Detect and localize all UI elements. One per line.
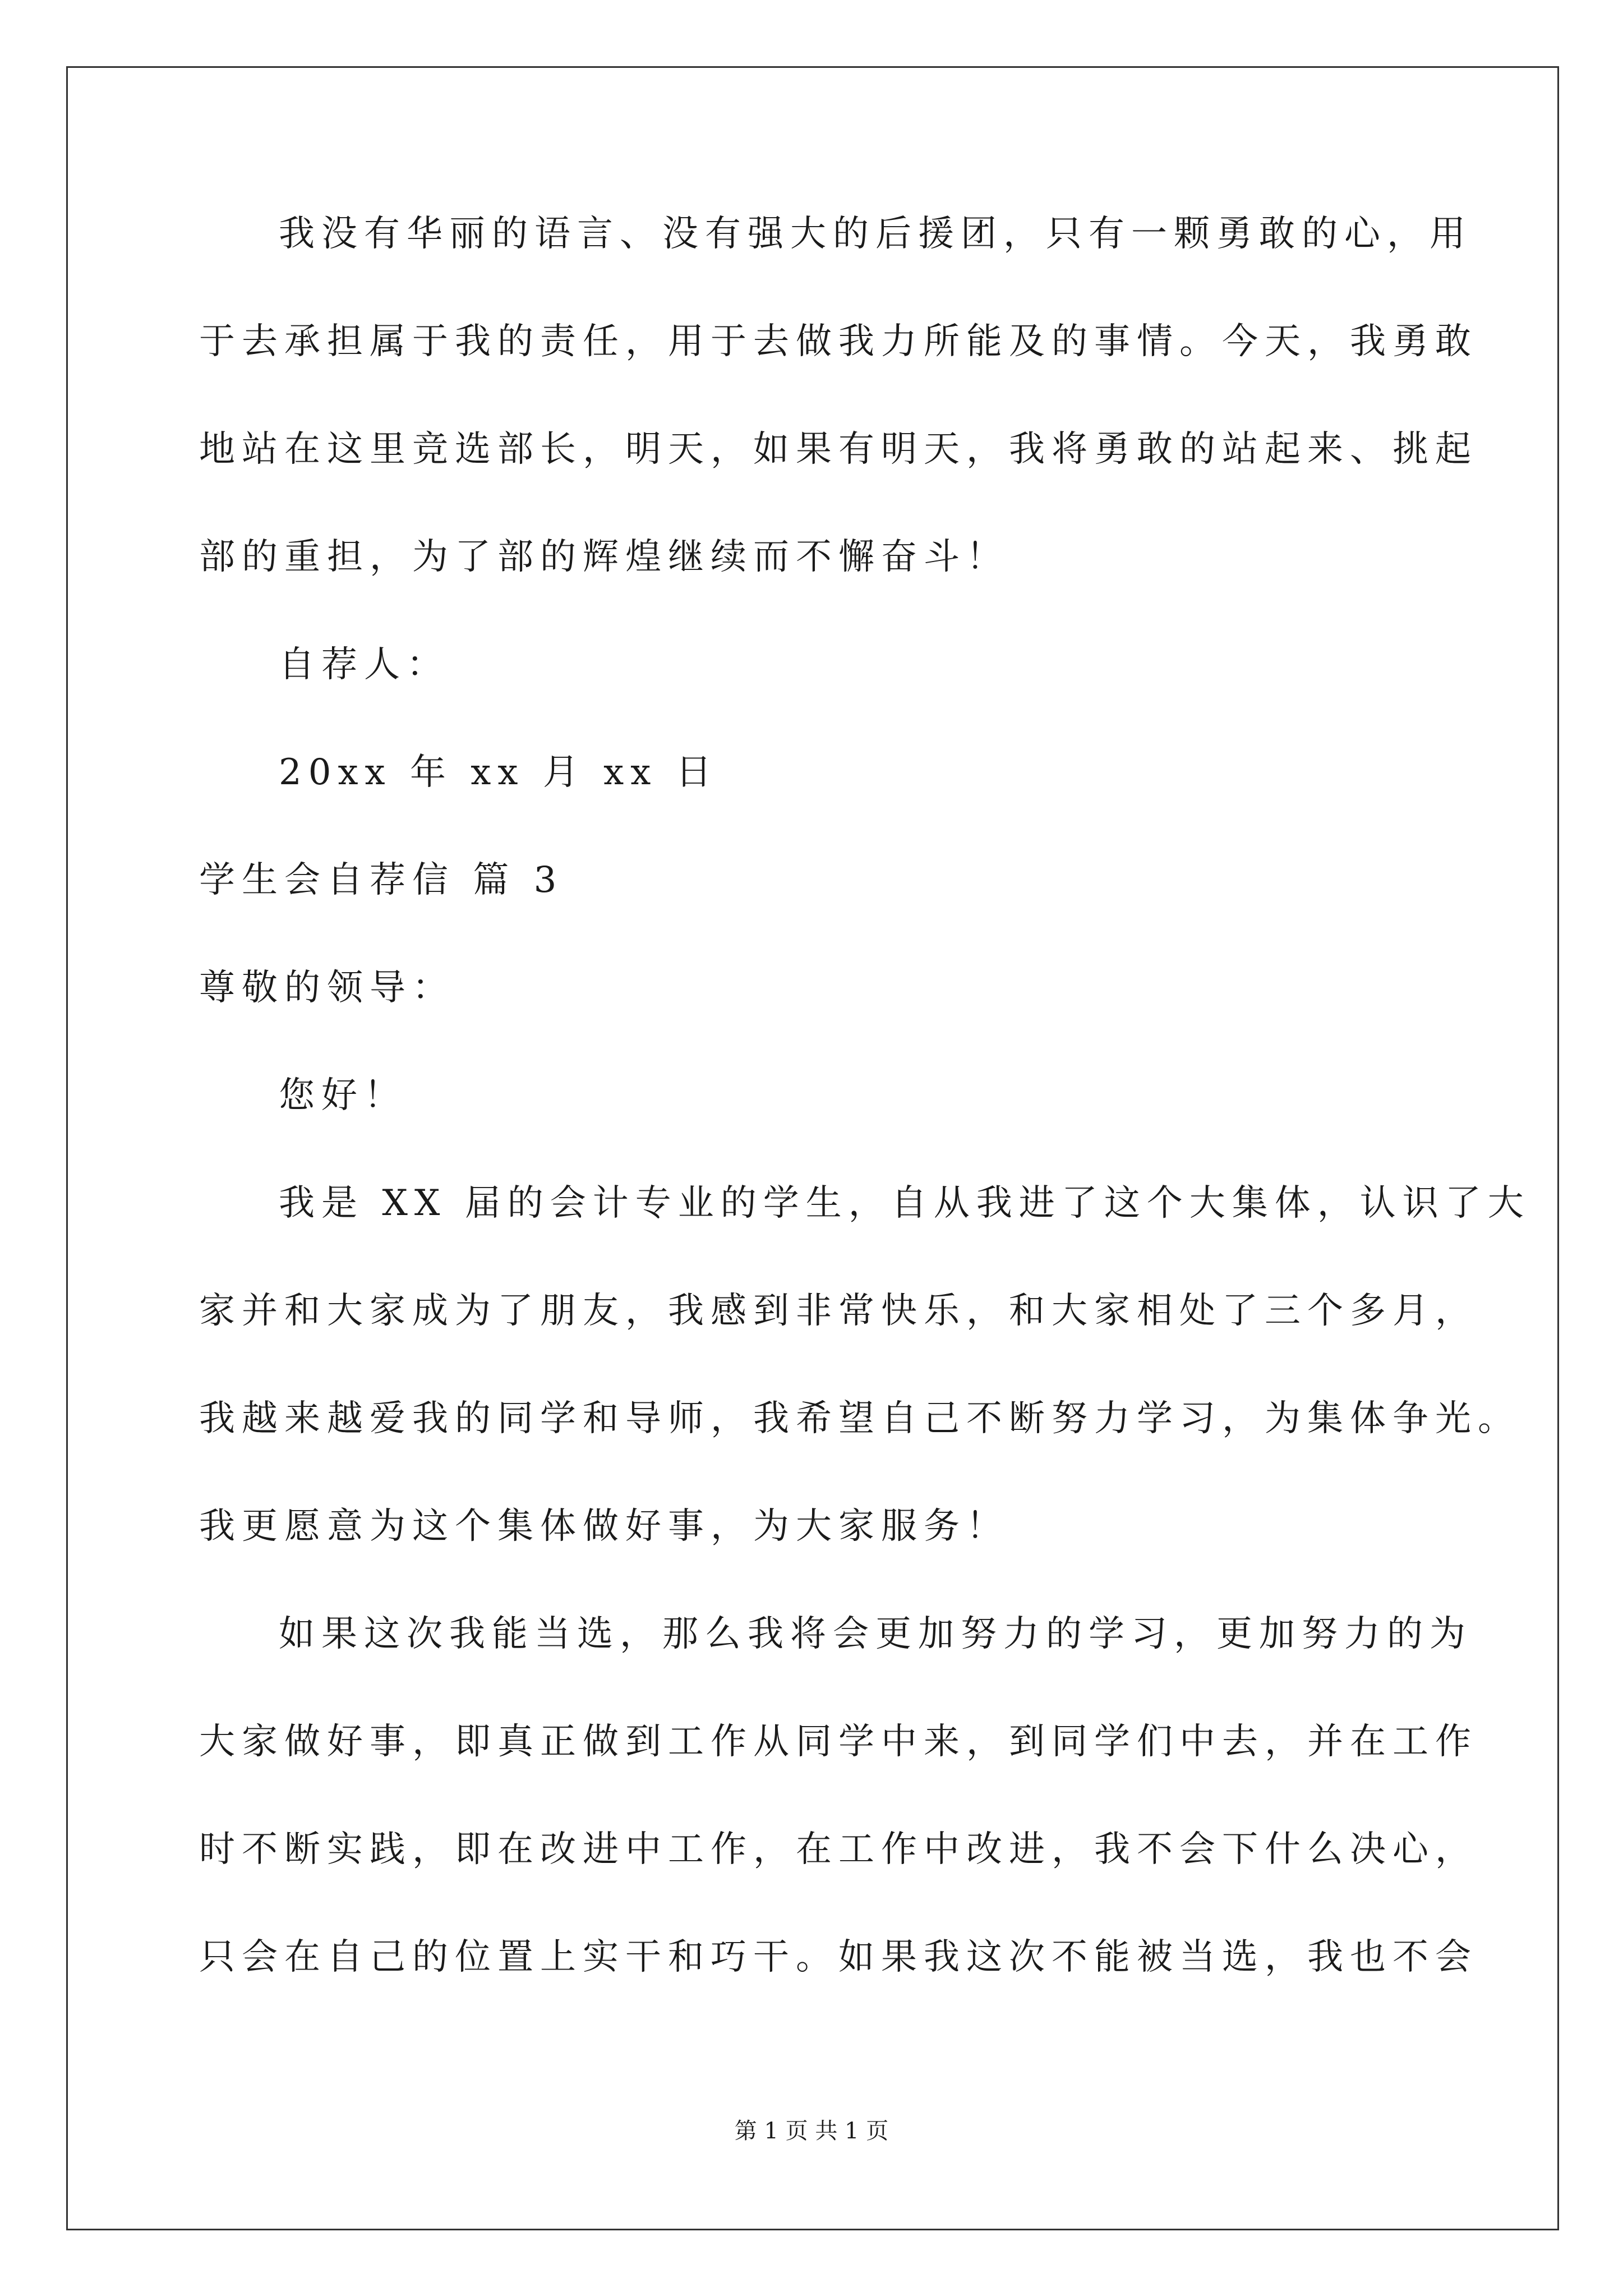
text-line: 时不断实践，即在改进中工作，在工作中改进，我不会下什么决心， bbox=[199, 1829, 1478, 1870]
text-line: 我没有华丽的语言、没有强大的后援团，只有一颗勇敢的心，用 bbox=[279, 213, 1472, 255]
document-body bbox=[199, 213, 1530, 2047]
text-line: 我越来越爱我的同学和导师，我希望自己不断努力学习，为集体争光。 bbox=[199, 1398, 1520, 1439]
date-line: 20xx 年 xx 月 xx 日 bbox=[279, 752, 718, 793]
text-line: 我是 XX 届的会计专业的学生，自从我进了这个大集体，认识了大 bbox=[279, 1182, 1530, 1224]
salutation: 尊敬的领导： bbox=[199, 967, 455, 1009]
text-line: 我更愿意为这个集体做好事，为大家服务！ bbox=[199, 1506, 1009, 1547]
text-line: 如果这次我能当选，那么我将会更加努力的学习，更加努力的为 bbox=[279, 1613, 1472, 1655]
greeting: 您好！ bbox=[279, 1075, 407, 1116]
text-line: 只会在自己的位置上实干和巧干。如果我这次不能被当选，我也不会 bbox=[199, 1936, 1478, 1978]
text-line: 大家做好事，即真正做到工作从同学中来，到同学们中去，并在工作 bbox=[199, 1721, 1478, 1763]
text-line: 家并和大家成为了朋友，我感到非常快乐，和大家相处了三个多月， bbox=[199, 1290, 1478, 1332]
text-line: 于去承担属于我的责任，用于去做我力所能及的事情。今天，我勇敢 bbox=[199, 321, 1478, 362]
signature-label: 自荐人： bbox=[279, 644, 449, 685]
section-heading: 学生会自荐信 篇 3 bbox=[199, 859, 564, 901]
text-line: 地站在这里竞选部长，明天，如果有明天，我将勇敢的站起来、挑起 bbox=[199, 429, 1478, 470]
text-line: 部的重担，为了部的辉煌继续而不懈奋斗！ bbox=[199, 536, 1009, 578]
page-number-footer: 第 1 页 共 1 页 bbox=[734, 2118, 889, 2144]
